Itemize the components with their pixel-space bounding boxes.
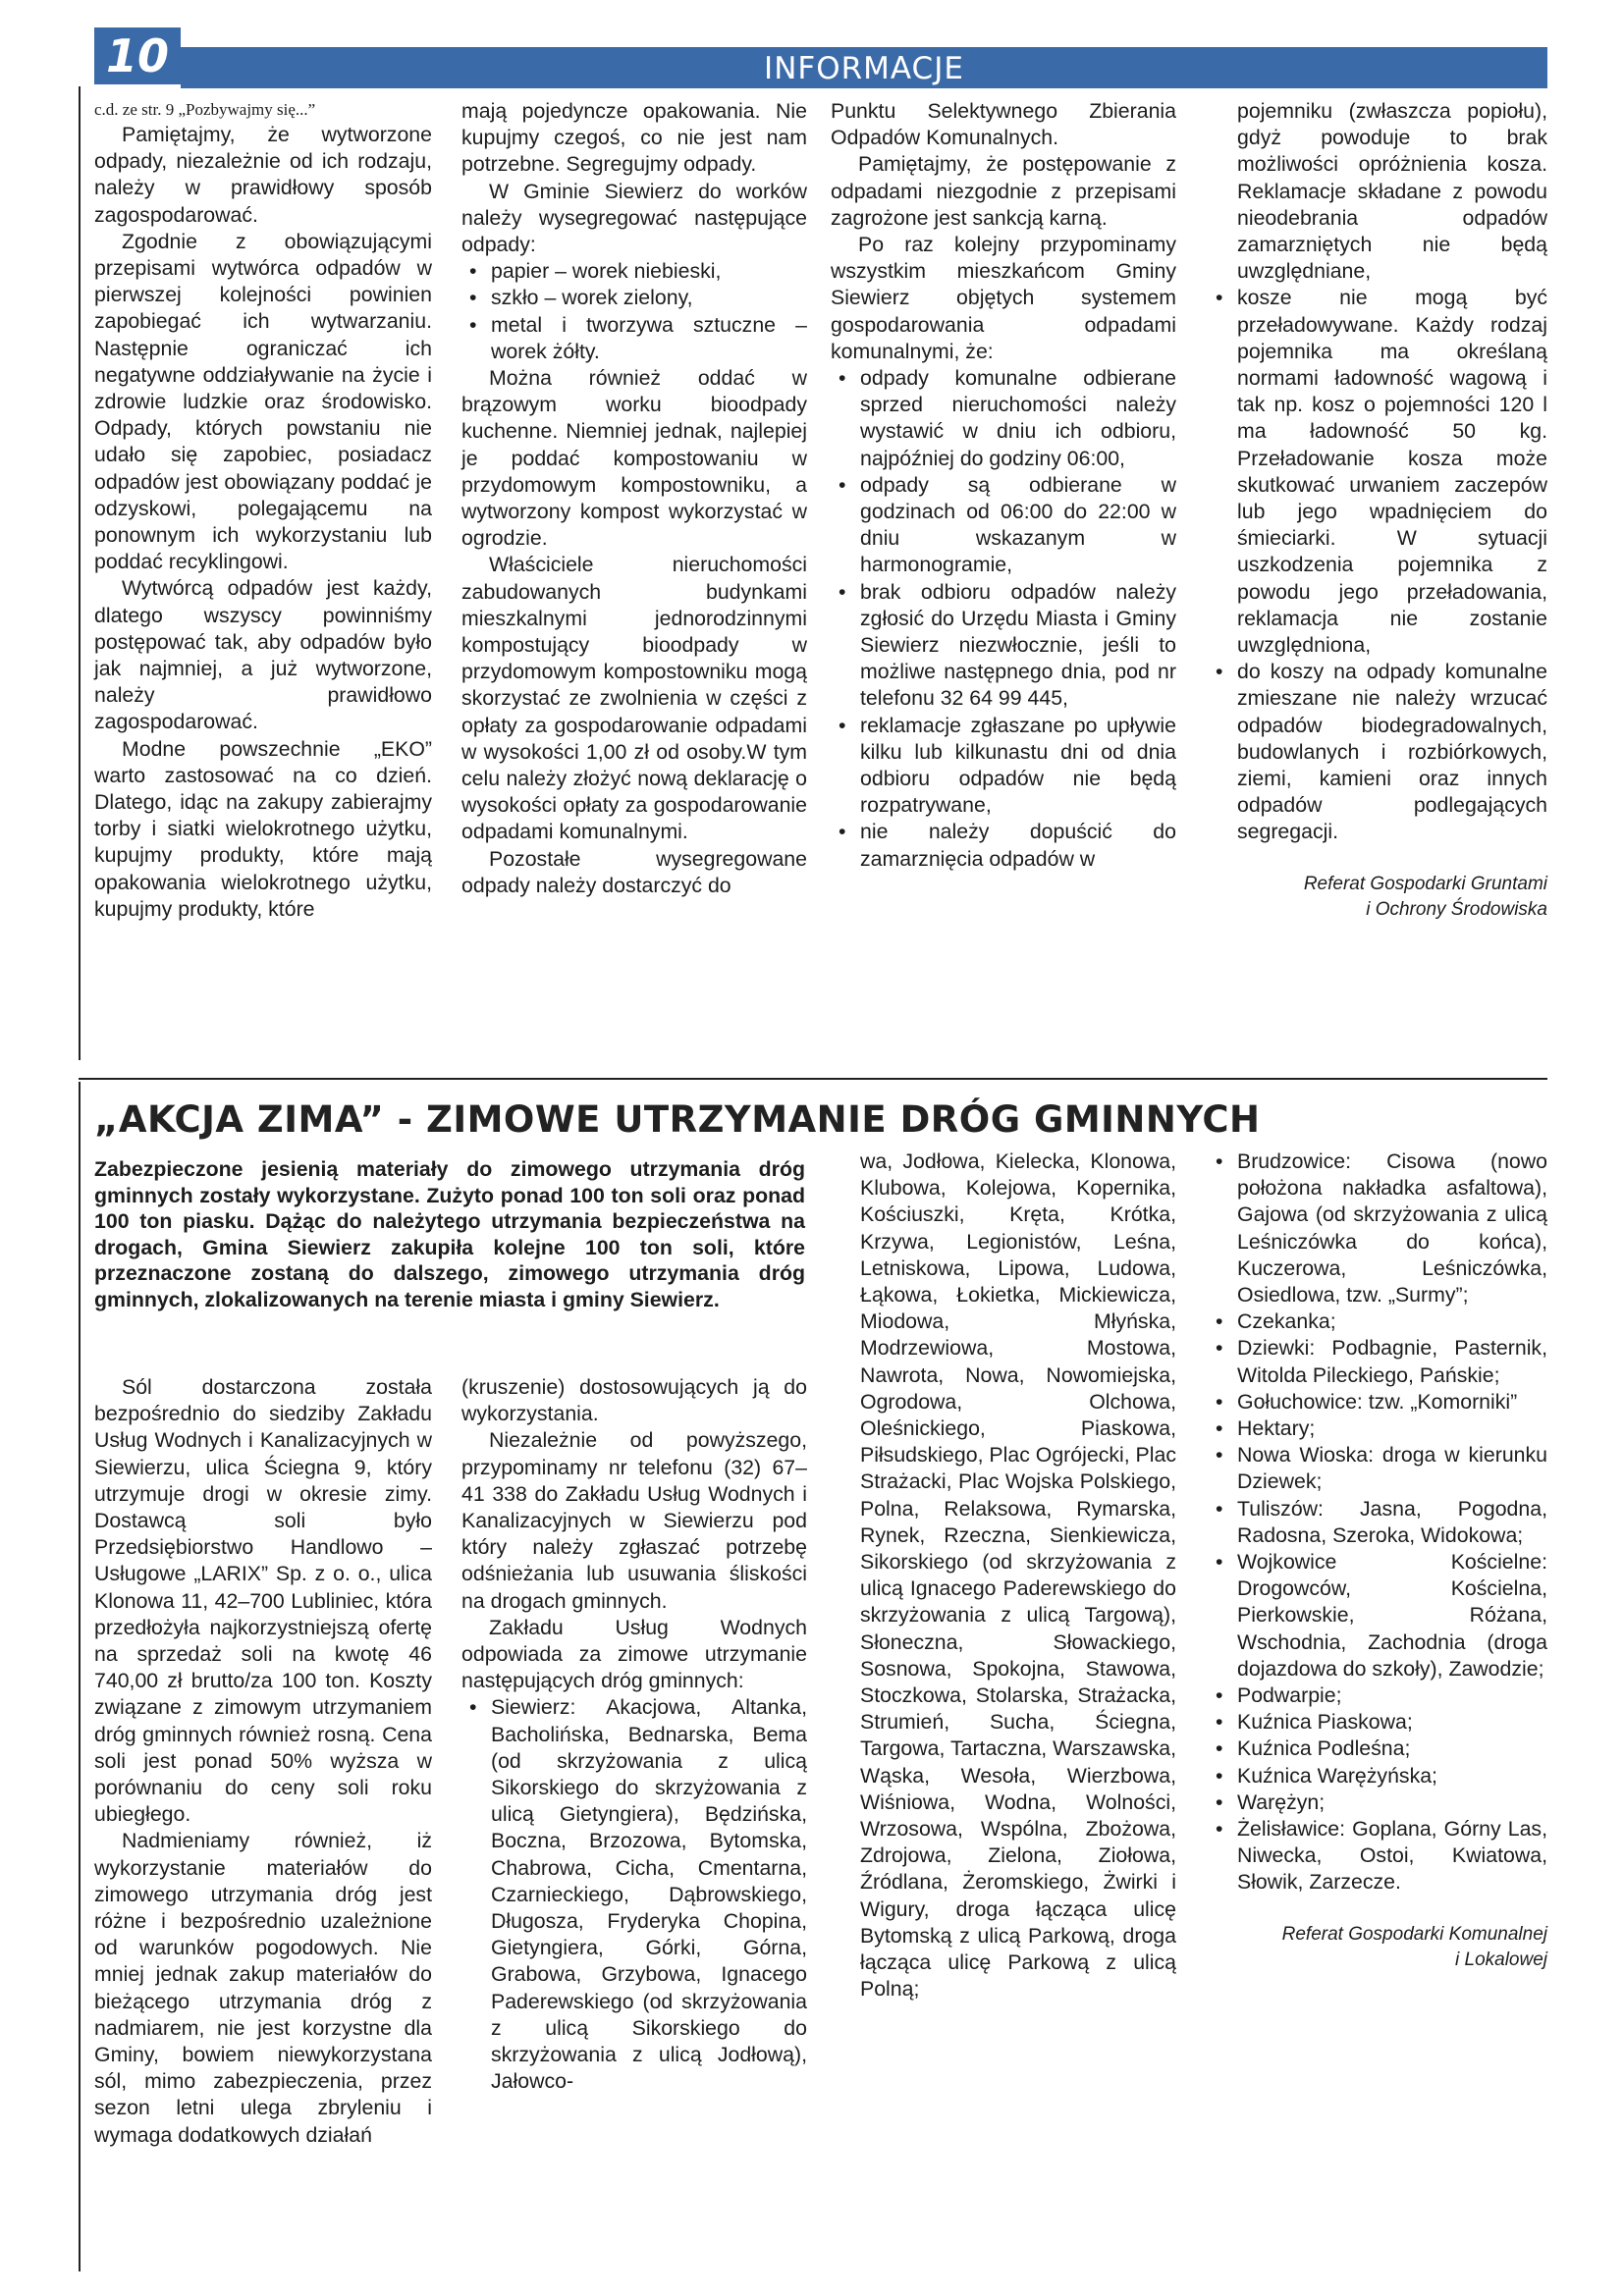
article2-column-3	[831, 1148, 1176, 2003]
article2-lead: Zabezpieczone jesienią materiały do zimowego utrzymania dróg gminnych zostały wykorzystane. Zużyto ponad 100 ton soli oraz ponad 100 ton piasku. Dążąc do należytego utrzymania bezpieczeństwa na drogach, Gmina Siewierz zakupiła kolejne 100 ton soli, które przeznaczone zostaną do dalszego, zimowego utrzymania dróg gminnych, zlokalizowanych na terenie miasta i gminy Siewierz.	[94, 1157, 805, 1311]
list-item: • Wojkowice Kościelne: Drogowców, Kościelna, Pierkowskie, Różana, Wschodnia, Zachodnia (droga dojazdowa do szkoły), Zawodzie;	[1208, 1549, 1547, 1682]
paragraph: Właściciele nieruchomości zabudowanych budynkami mieszkalnymi jednorodzinnymi kompostujący bioodpady w przydomowym kompostowniku mogą skorzystać ze zwolnienia w części z opłaty za gospodarowanie odpadami w wysokości 1,00 zł od osoby.W tym celu należy złożyć nową deklarację o wysokości opłaty za gospodarowanie odpadami komunalnymi.	[461, 553, 807, 844]
list-item: • Gołuchowice: tzw. „Komorniki”	[1208, 1389, 1547, 1415]
rules-list-continued	[1208, 285, 1547, 845]
article2-column-1	[94, 1374, 432, 2149]
list-item: • papier – worek niebieski,	[461, 258, 807, 285]
paragraph: W Gminie Siewierz do worków należy wysegregować następujące odpady:	[461, 179, 807, 257]
list-item: • Żelisławice: Goplana, Górny Las, Niwecka, Ostoi, Kwiatowa, Słowik, Zarzecze.	[1208, 1816, 1547, 1896]
paragraph: mają pojedyncze opakowania. Nie kupujmy czegoś, co nie jest nam potrzebne. Segregujmy odpady.	[461, 99, 807, 177]
paragraph: pojemniku (zwłaszcza popiołu), gdyż powoduje to brak możliwości opróżnienia kosza. Reklamacje składane z powodu nieodebrania odpadów zamarzniętych nie będą uwzględniane,	[1237, 99, 1547, 284]
list-item: • brak odbioru odpadów należy zgłosić do Urzędu Miasta i Gminy Siewierz niezwłocznie, jeśli to możliwe następnego dnia, pod nr telefonu 32 64 99 445,	[831, 579, 1176, 713]
list-item: • Nowa Wioska: droga w kierunku Dziewek;	[1208, 1442, 1547, 1495]
list-item: • Tuliszów: Jasna, Pogodna, Radosna, Szeroka, Widokowa;	[1208, 1496, 1547, 1549]
list-item: • kosze nie mogą być przeładowywane. Każdy rodzaj pojemnika ma określaną normami ładowność wagową i tak np. kosz o pojemności 120 l ma ładowność 50 kg. Przeładowanie kosza może skutkować urwaniem zaczepów lub jego wpadnięciem do śmieciarki. W sytuacji uszkodzenia pojemnika z powodu jego przeładowania, reklamacja nie zostanie uwzględniona,	[1208, 285, 1547, 659]
bag-list	[461, 258, 807, 365]
list-item: • szkło – worek zielony,	[461, 285, 807, 311]
list-item: • Podwarpie;	[1208, 1682, 1547, 1709]
signature	[1208, 872, 1547, 923]
list-item: • Czekanka;	[1208, 1308, 1547, 1335]
list-item: • Dziewki: Podbagnie, Pasternik, Witolda Pileckiego, Pańskie;	[1208, 1335, 1547, 1388]
list-item: • odpady komunalne odbierane sprzed nieruchomości należy wystawić w dniu ich odbioru, najpóźniej do godziny 06:00,	[831, 365, 1176, 472]
paragraph: Pamiętajmy, że wytworzone odpady, niezależnie od ich rodzaju, należy w prawidłowy sposób zagospodarować.	[94, 123, 432, 227]
signature-line: Referat Gospodarki Gruntami	[1303, 873, 1547, 894]
paragraph: Można również oddać w brązowym worku bioodpady kuchenne. Niemniej jednak, najlepiej je poddać kompostowaniu w przydomowym kompostowniku, a wytworzony kompost wykorzystać w ogrodzie.	[461, 366, 807, 551]
signature-line: i Ochrony Środowiska	[1366, 898, 1547, 920]
page-number: 10	[94, 27, 181, 84]
paragraph: Sól dostarczona została bezpośrednio do siedziby Zakładu Usług Wodnych i Kanalizacyjnych w Siewierzu, ulica Ściegna 9, który utrzymuje drogi w okresie zimy. Dostawcą soli było Przedsiębiorstwo Handlowo – Usługowe „LARIX” Sp. z o. o., ulica Klonowa 11, 42–700 Lubliniec, która przedłożyła najkorzystniejszą ofertę na sprzedaż soli na kwotę 46 740,00 zł brutto/za 100 ton. Koszty związane z zimowym utrzymaniem dróg gminnych również rosną. Cena soli jest ponad 50% wyższa w porównaniu do ceny soli roku ubiegłego.	[94, 1375, 432, 1827]
paragraph: (kruszenie) dostosowujących ją do wykorzystania.	[461, 1375, 807, 1426]
signature-line: i Lokalowej	[1455, 1949, 1547, 1970]
list-item: • Hektary;	[1208, 1415, 1547, 1442]
article1-column-4	[1208, 98, 1547, 923]
continuation-note: c.d. ze str. 9 „Pozbywajmy się...”	[94, 100, 316, 119]
list-item: • Kuźnica Podleśna;	[1208, 1735, 1547, 1762]
paragraph: Pamiętajmy, że postępowanie z odpadami niezgodnie z przepisami zagrożone jest sankcją karną.	[831, 152, 1176, 230]
paragraph: Wytwórcą odpadów jest każdy, dlatego wszyscy powinniśmy postępować tak, aby odpadów było jak najmniej, a już wytworzone, należy prawidłowo zagospodarować.	[94, 576, 432, 734]
list-item: • odpady są odbierane w godzinach od 06:00 do 22:00 w dniu wskazanym w harmonogramie,	[831, 472, 1176, 579]
article2-title: „AKCJA ZIMA” - ZIMOWE UTRZYMANIE DRÓG GMINNYCH	[94, 1098, 1261, 1141]
list-item: • Kuźnica Warężyńska;	[1208, 1763, 1547, 1789]
paragraph: Pozostałe wysegregowane odpady należy dostarczyć do	[461, 846, 807, 897]
villages-list	[1208, 1148, 1547, 1896]
roads-list	[461, 1694, 807, 2095]
article2-column-4	[1208, 1148, 1547, 1973]
list-item: • Siewierz: Akacjowa, Altanka, Bacholińska, Bednarska, Bema (od skrzyżowania z ulicą Sikorskiego do skrzyżowania z ulicą Gietyngiera), Będzińska, Boczna, Brzozowa, Bytomska, Chabrowa, Cicha, Cmentarna, Czarnieckiego, Dąbrowskiego, Długosza, Fryderyka Chopina, Gietyngiera, Górki, Górna, Grabowa, Grzybowa, Ignacego Paderewskiego (od skrzyżowania z ulicą Sikorskiego do skrzyżowania z ulicą Jodłową), Jałowco-	[461, 1694, 807, 2095]
list-item: • nie należy dopuścić do zamarznięcia odpadów w	[831, 819, 1176, 872]
list-item: • metal i tworzywa sztuczne – worek żółty.	[461, 312, 807, 365]
rules-list	[831, 365, 1176, 873]
paragraph: Niezależnie od powyższego, przypominamy nr telefonu (32) 67–41 338 do Zakładu Usług Wodnych i Kanalizacyjnych w Siewierzu pod który należy zgłaszać potrzebę odśnieżania lub usuwania śliskości na drogach gminnych.	[461, 1428, 807, 1613]
article2-column-2	[461, 1374, 807, 2095]
article1-column-2	[461, 98, 807, 899]
column-rule	[79, 86, 81, 1060]
list-item: • Warężyn;	[1208, 1789, 1547, 1816]
list-item: • do koszy na odpady komunalne zmieszane nie należy wrzucać odpadów biodegradowalnych, budowlanych i rozbiórkowych, ziemi, kamieni oraz innych odpadów podlegających segregacji.	[1208, 659, 1547, 845]
article1-column-3	[831, 98, 1176, 873]
paragraph: Nadmieniamy również, iż wykorzystanie materiałów do zimowego utrzymania dróg jest różne i bezpośrednio uzależnione od warunków pogodowych. Nie mniej jednak zakup materiałów do bieżącego utrzymania dróg z nadmiarem, nie jest korzystne dla Gminy, bowiem niewykorzystana sól, mimo zabezpieczenia, przez sezon letni ulega zbryleniu i wymaga dodatkowych działań	[94, 1829, 432, 2147]
section-title: INFORMACJE	[764, 51, 964, 86]
list-item: • reklamacje zgłaszane po upływie kilku lub kilkunastu dni od dnia odbioru odpadów nie będą rozpatrywane,	[831, 713, 1176, 820]
paragraph: Po raz kolejny przypominamy wszystkim mieszkańcom Gminy Siewierz objętych systemem gospodarowania odpadami komunalnymi, że:	[831, 233, 1176, 363]
list-item: • Brudzowice: Cisowa (nowo położona nakładka asfaltowa), Gajowa (od skrzyżowania z ulicą Leśniczówka do końca), Kuczerowa, Leśniczówka, Osiedlowa, tzw. „Surmy”;	[1208, 1148, 1547, 1308]
column-rule-lower	[79, 1082, 81, 2271]
list-item: • Kuźnica Piaskowa;	[1208, 1709, 1547, 1735]
paragraph: Zakładu Usług Wodnych odpowiada za zimowe utrzymanie następujących dróg gminnych:	[461, 1615, 807, 1693]
article1-column-1	[94, 100, 432, 923]
signature-line: Referat Gospodarki Komunalnej	[1281, 1923, 1547, 1945]
article-divider	[79, 1078, 1547, 1080]
signature	[1208, 1922, 1547, 1973]
paragraph: Punktu Selektywnego Zbierania Odpadów Komunalnych.	[831, 99, 1176, 150]
paragraph: Zgodnie z obowiązującymi przepisami wytwórca odpadów w pierwszej kolejności powinien zapobiegać ich wytwarzaniu. Następnie ograniczać ich negatywne oddziaływanie na życie i zdrowie ludzkie oraz środowisko. Odpady, których powstaniu nie udało się zapobiec, posiadacz odpadów jest obowiązany poddać je odzyskowi, polegającemu na ponownym ich wykorzystaniu lub poddać recyklingowi.	[94, 229, 432, 574]
paragraph: wa, Jodłowa, Kielecka, Klonowa, Klubowa, Kolejowa, Kopernika, Kościuszki, Kręta, Krótka, Krzywa, Legionistów, Leśna, Letniskowa, Lipowa, Ludowa, Łąkowa, Łokietka, Mickiewicza, Miodowa, Młyńska, Modrzewiowa, Mostowa, Nawrota, Nowa, Nowomiejska, Ogrodowa, Olchowa, Oleśnickiego, Piaskowa, Piłsudskiego, Plac Ogrójecki, Plac Strażacki, Plac Wojska Polskiego, Polna, Relaksowa, Rymarska, Rynek, Rzeczna, Sienkiewicza, Sikorskiego (od skrzyżowania z ulicą Ignacego Paderewskiego do skrzyżowania z ulicą Targową), Słoneczna, Słowackiego, Sosnowa, Spokojna, Stawowa, Stoczkowa, Stolarska, Strażacka, Strumień, Sucha, Ściegna, Targowa, Tartaczna, Warszawska, Wąska, Wesoła, Wierzbowa, Wiśniowa, Wodna, Wolności, Wrzosowa, Wspólna, Zbożowa, Zdrojowa, Zielona, Ziołowa, Źródlana, Żeromskiego, Żwirki i Wigury, droga łącząca ulicę Bytomską z ulicą Parkową, droga łącząca ulicę Parkową z ulicą Polną;	[860, 1149, 1176, 2002]
paragraph: Modne powszechnie „EKO” warto zastosować na co dzień. Dlatego, idąc na zakupy zabierajmy torby i siatki wielokrotnego użytku, kupujmy produkty, które mają opakowania wielokrotnego użytku, kupujmy produkty, które	[94, 736, 432, 921]
